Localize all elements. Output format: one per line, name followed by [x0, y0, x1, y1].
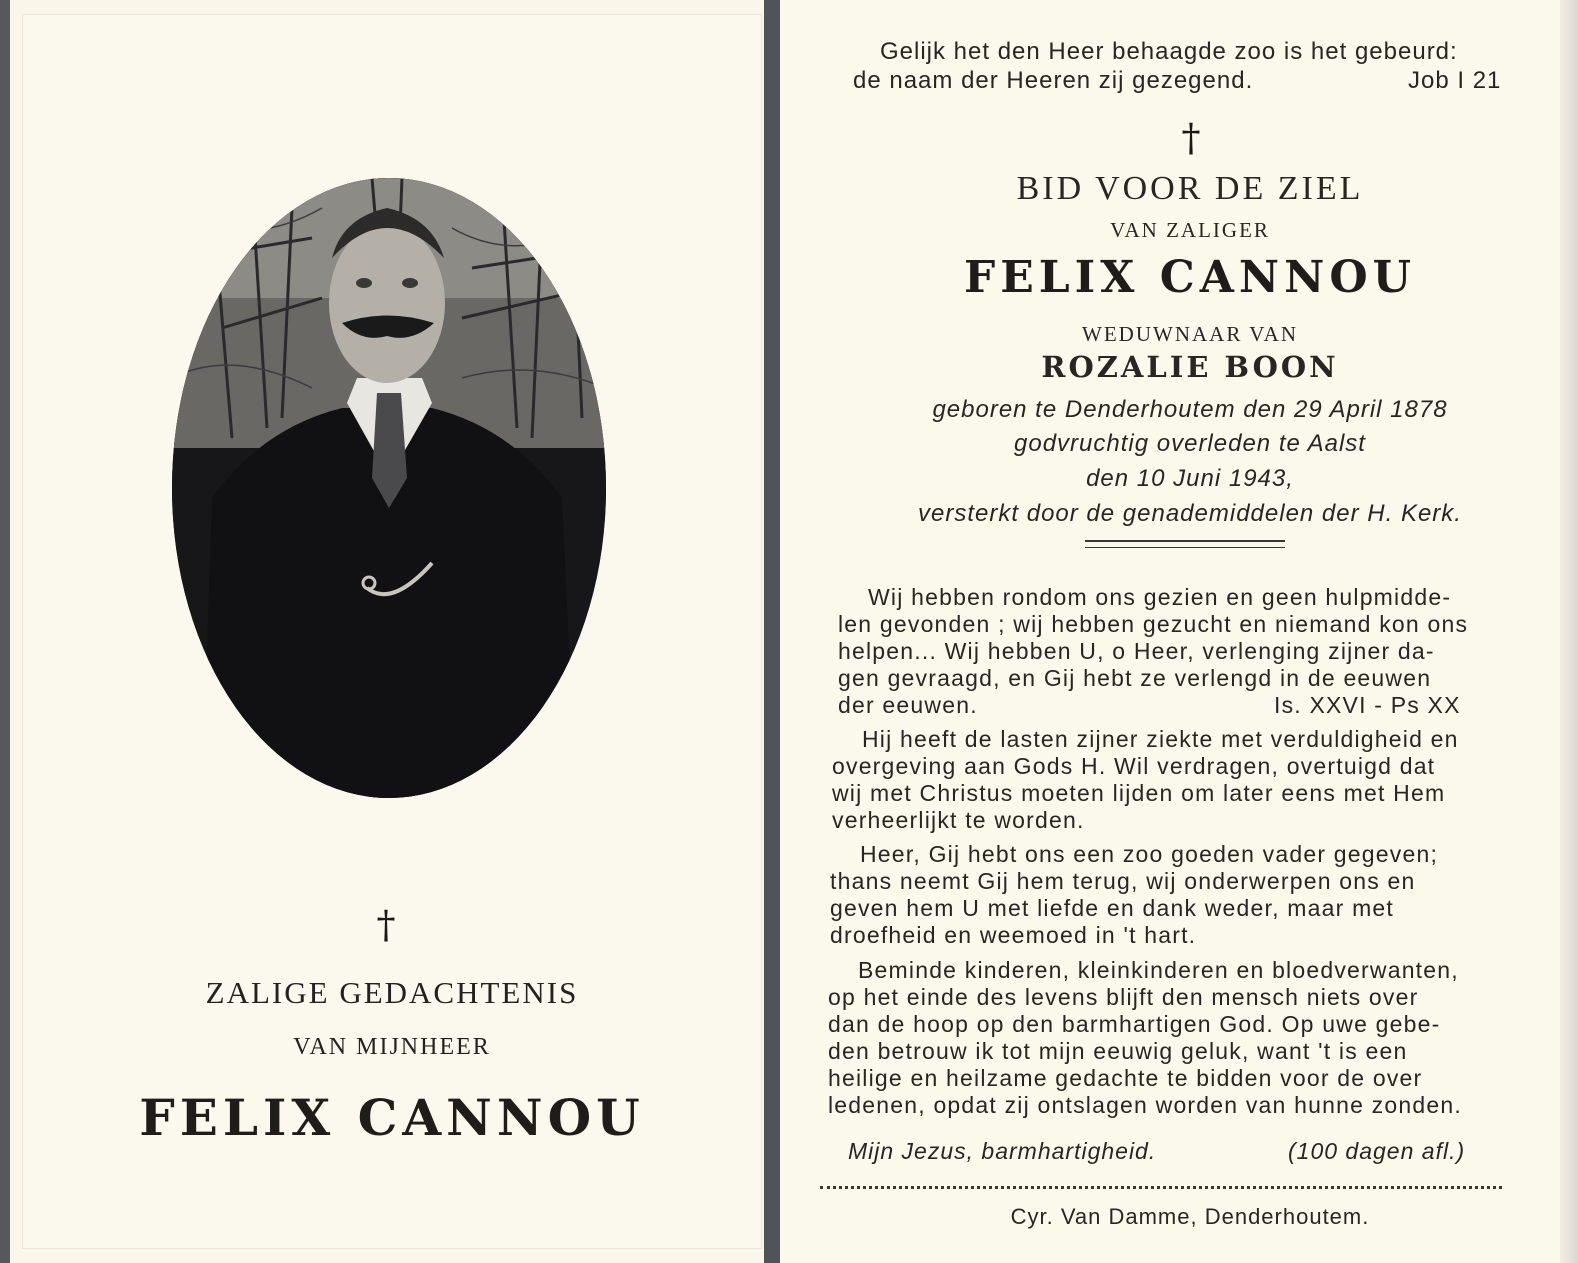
printer-credit: Cyr. Van Damme, Denderhoutem.	[1010, 1204, 1370, 1229]
scripture-line-2: de naam der Heeren zij gezegend.	[853, 67, 1254, 94]
body-line: helpen... Wij hebben U, o Heer, verlenging zijner da-	[838, 638, 1435, 664]
body-line: len gevonden ; wij hebben gezucht en niemand kon ons	[838, 611, 1469, 637]
indulgence-note: (100 dagen afl.)	[1288, 1138, 1466, 1164]
body-reference: Is. XXVI - Ps XX	[1274, 692, 1461, 718]
of-the-late-label: VAN ZALIGER	[1110, 218, 1270, 242]
front-deceased-name: FELIX CANNOU	[139, 1088, 645, 1147]
scripture-reference: Job I 21	[1408, 67, 1502, 94]
body-line: op het einde des levens blijft den mensch niets over	[828, 984, 1419, 1010]
front-heading: ZALIGE GEDACHTENIS	[205, 975, 579, 1010]
divider-rule	[1085, 540, 1285, 542]
body-line: Beminde kinderen, kleinkinderen en bloedverwanten,	[858, 957, 1459, 983]
body-line: overgeving aan Gods H. Wil verdragen, overtuigd dat	[832, 753, 1436, 779]
body-line: heilige en heilzame gedachte te bidden voor de over	[828, 1065, 1423, 1091]
body-line: der eeuwen.	[838, 692, 978, 718]
widower-label: WEDUWNAAR VAN	[1082, 322, 1298, 346]
body-line: Heer, Gij hebt ons een zoo goeden vader gegeven;	[860, 841, 1439, 867]
back-deceased-name: FELIX CANNOU	[963, 252, 1417, 303]
body-line: thans neemt Gij hem terug, wij onderwerpen ons en	[830, 868, 1416, 894]
divider-rule-thin	[1085, 547, 1285, 548]
pray-heading: BID VOOR DE ZIEL	[1016, 170, 1364, 207]
body-line: dan de hoop op den barmhartigen God. Op uwe gebe-	[828, 1011, 1441, 1037]
birth-line: geboren te Denderhoutem den 29 April 1878	[932, 396, 1448, 423]
death-date-line: den 10 Juni 1943,	[1086, 465, 1294, 492]
body-line: droefheid en weemoed in 't hart.	[830, 922, 1197, 948]
sacraments-line: versterkt door de genademiddelen der H. Kerk.	[918, 500, 1462, 527]
body-line: verheerlijkt te worden.	[832, 807, 1085, 833]
front-subheading: VAN MIJNHEER	[293, 1034, 491, 1060]
front-cross-icon: †	[376, 903, 396, 947]
body-line: den betrouw ik tot mijn eeuwig geluk, want 't is een	[828, 1038, 1408, 1064]
portrait-photo	[172, 178, 606, 798]
spouse-name: ROZALIE BOON	[1041, 350, 1339, 384]
body-line: ledenen, opdat zij ontslagen worden van hunne zonden.	[828, 1092, 1462, 1118]
portrait-figure	[172, 178, 606, 798]
card-edge-left	[0, 0, 10, 1263]
body-line: Wij hebben rondom ons gezien en geen hulpmidde-	[868, 584, 1452, 610]
death-place-line: godvruchtig overleden te Aalst	[1014, 430, 1366, 457]
card-divider	[764, 0, 780, 1263]
body-line: Hij heeft de lasten zijner ziekte met verduldigheid en	[862, 726, 1459, 752]
scripture-line-1: Gelijk het den Heer behaagde zoo is het gebeurd:	[880, 38, 1458, 65]
back-cross-icon: †	[1181, 116, 1201, 160]
dotted-divider	[820, 1186, 1502, 1189]
short-prayer: Mijn Jezus, barmhartigheid.	[848, 1138, 1157, 1164]
body-line: gen gevraagd, en Gij hebt ze verlengd in de eeuwen	[838, 665, 1432, 691]
body-line: geven hem U met liefde en dank weder, maar met	[830, 895, 1395, 921]
body-line: wij met Christus moeten lijden om later eens met Hem	[832, 780, 1446, 806]
